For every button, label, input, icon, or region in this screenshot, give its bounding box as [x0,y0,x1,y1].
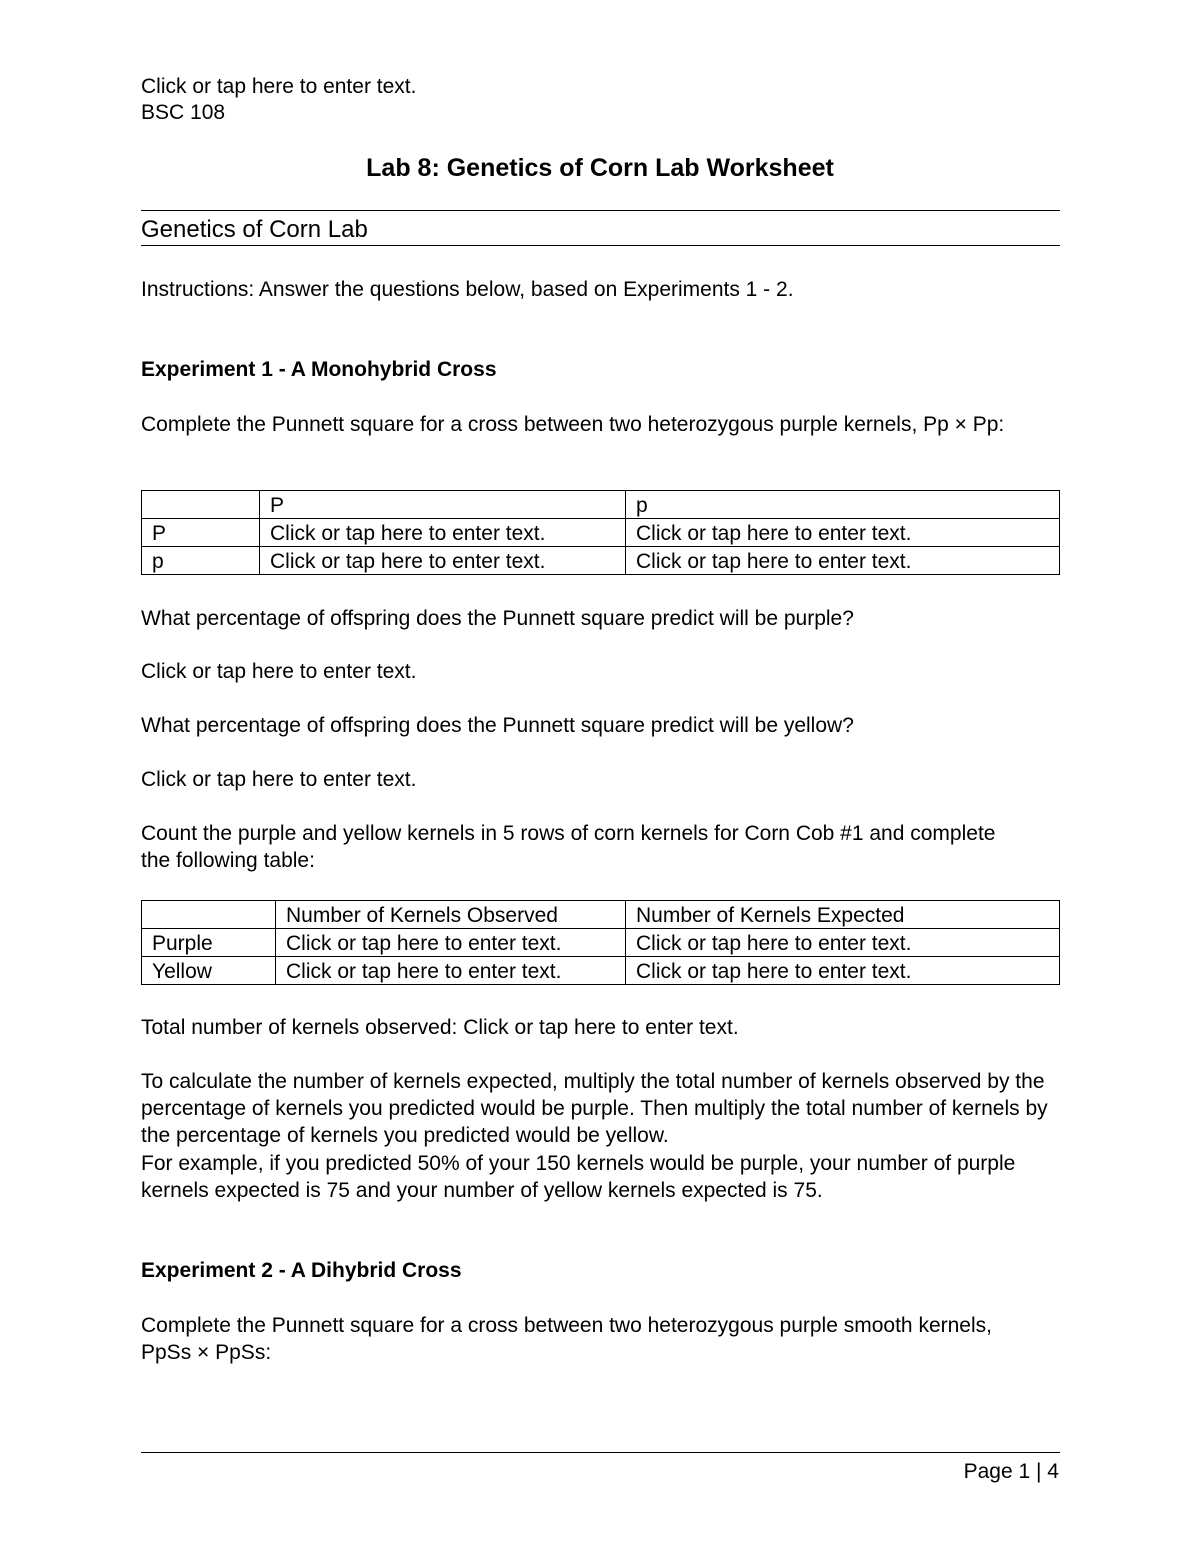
table-header-cell [142,491,260,519]
table-header-cell: P [260,491,626,519]
instructions: Instructions: Answer the questions below, based on Experiments 1 - 2. [141,278,794,301]
table-header-row [142,491,1060,519]
total-kernels-label: Total number of kernels observed: [141,1016,458,1039]
experiment1-intro: Complete the Punnett square for a cross between two heterozygous purple kernels, Pp × Pp: [141,413,1005,436]
calc-instructions: To calculate the number of kernels expected, multiply the total number of kernels observed by the percentage of kernels you predicted would be purple. Then multiply the total number of kernels by the percentage of kernels you predicted would be yellow. [141,1070,1048,1147]
course-code: BSC 108 [141,101,226,124]
experiment2-intro: Complete the Punnett square for a cross between two heterozygous purple smooth kernels, PpSs × PpSs: [141,1314,992,1364]
section-heading: Genetics of Corn Lab [141,216,368,243]
row-label: Yellow [142,957,276,985]
experiment2-heading: Experiment 2 - A Dihybrid Cross [141,1259,462,1282]
total-kernels-field[interactable]: Click or tap here to enter text. [463,1016,739,1039]
answer-yellow-field[interactable]: Click or tap here to enter text. [141,768,417,791]
table-header-cell: Number of Kernels Observed [276,901,626,929]
row-label: p [142,547,260,575]
table-row [142,957,1060,985]
row-label: Purple [142,929,276,957]
table-header-cell: Number of Kernels Expected [626,901,1060,929]
page-title: Lab 8: Genetics of Corn Lab Worksheet [366,154,834,182]
table-row [142,519,1060,547]
footer-rule [141,1452,1060,1453]
punnett-input-cell[interactable]: Click or tap here to enter text. [626,519,1060,547]
punnett-square-monohybrid [141,490,1060,575]
table-header-cell: p [626,491,1060,519]
question-yellow: What percentage of offspring does the Punnett square predict will be yellow? [141,714,854,737]
table-header-row [142,901,1060,929]
page-number: Page 1 | 4 [963,1460,1059,1483]
kernel-input-cell[interactable]: Click or tap here to enter text. [276,929,626,957]
section-rule-bottom [141,245,1060,246]
kernel-input-cell[interactable]: Click or tap here to enter text. [626,957,1060,985]
punnett-input-cell[interactable]: Click or tap here to enter text. [260,519,626,547]
question-purple: What percentage of offspring does the Punnett square predict will be purple? [141,607,854,630]
kernel-count-table [141,900,1060,985]
row-label: P [142,519,260,547]
name-field[interactable]: Click or tap here to enter text. [141,75,417,98]
count-instructions: Count the purple and yellow kernels in 5 rows of corn kernels for Corn Cob #1 and complete the following table: [141,822,996,872]
kernel-input-cell[interactable]: Click or tap here to enter text. [626,929,1060,957]
table-row [142,929,1060,957]
punnett-input-cell[interactable]: Click or tap here to enter text. [626,547,1060,575]
calc-example: For example, if you predicted 50% of your 150 kernels would be purple, your number of purple kernels expected is 75 and your number of yellow kernels expected is 75. [141,1152,1016,1202]
punnett-input-cell[interactable]: Click or tap here to enter text. [260,547,626,575]
total-kernels-line [141,1014,1059,1041]
section-rule-top [141,210,1060,211]
table-header-cell [142,901,276,929]
answer-purple-field[interactable]: Click or tap here to enter text. [141,660,417,683]
kernel-input-cell[interactable]: Click or tap here to enter text. [276,957,626,985]
experiment1-heading: Experiment 1 - A Monohybrid Cross [141,358,497,381]
table-row [142,547,1060,575]
